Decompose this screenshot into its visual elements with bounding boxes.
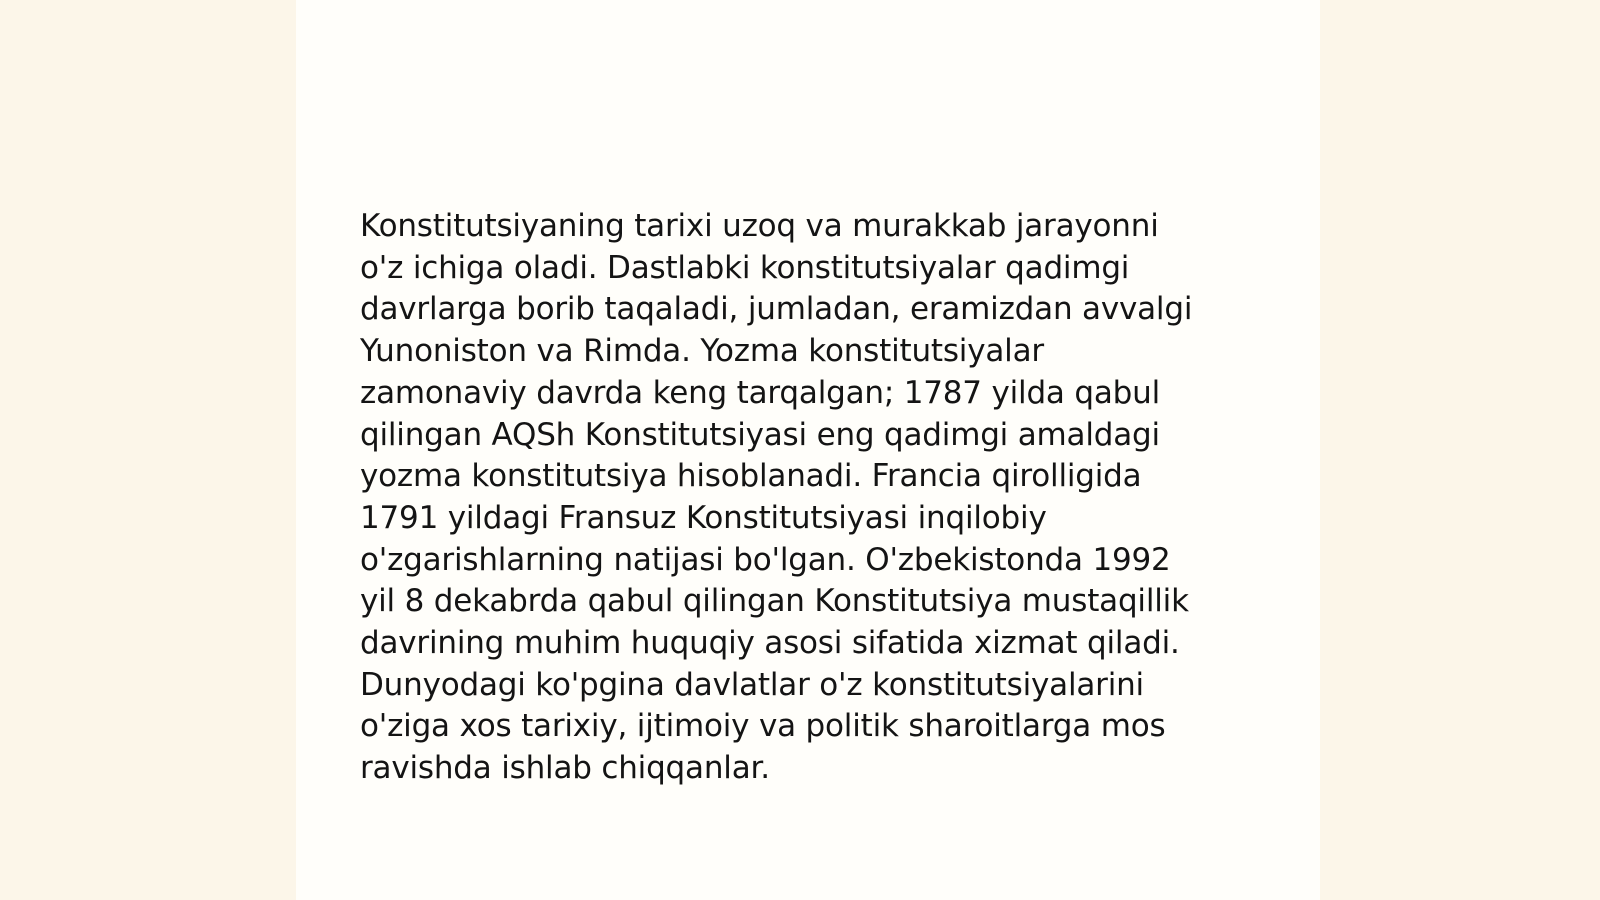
paragraph-line: qilingan AQSh Konstitutsiyasi eng qadimgi amaldagi bbox=[360, 416, 1160, 453]
paragraph-line: zamonaviy davrda keng tarqalgan; 1787 yilda qabul bbox=[360, 374, 1160, 411]
paragraph-line: davrlarga borib taqaladi, jumladan, eramizdan avvalgi bbox=[360, 291, 1193, 328]
paragraph-line: o'z ichiga oladi. Dastlabki konstitutsiyalar qadimgi bbox=[360, 249, 1130, 286]
body-paragraph bbox=[360, 206, 1260, 790]
paragraph-line: davrining muhim huquqiy asosi sifatida xizmat qiladi. bbox=[360, 625, 1180, 662]
paragraph-line: ravishda ishlab chiqqanlar. bbox=[360, 750, 770, 787]
paragraph-line: yil 8 dekabrda qabul qilingan Konstitutsiya mustaqillik bbox=[360, 583, 1189, 620]
paragraph-line: Yunoniston va Rimda. Yozma konstitutsiyalar bbox=[360, 333, 1044, 370]
paragraph-line: yozma konstitutsiya hisoblanadi. Francia qirolligida bbox=[360, 458, 1142, 495]
document-page bbox=[296, 0, 1320, 900]
paragraph-line: Konstitutsiyaning tarixi uzoq va murakkab jarayonni bbox=[360, 208, 1159, 244]
paragraph-line: 1791 yildagi Fransuz Konstitutsiyasi inqilobiy bbox=[360, 499, 1047, 536]
paragraph-line: o'ziga xos tarixiy, ijtimoiy va politik sharoitlarga mos bbox=[360, 708, 1166, 745]
paragraph-line: o'zgarishlarning natijasi bo'lgan. O'zbekistonda 1992 bbox=[360, 541, 1171, 578]
paragraph-line: Dunyodagi ko'pgina davlatlar o'z konstitutsiyalarini bbox=[360, 666, 1144, 703]
